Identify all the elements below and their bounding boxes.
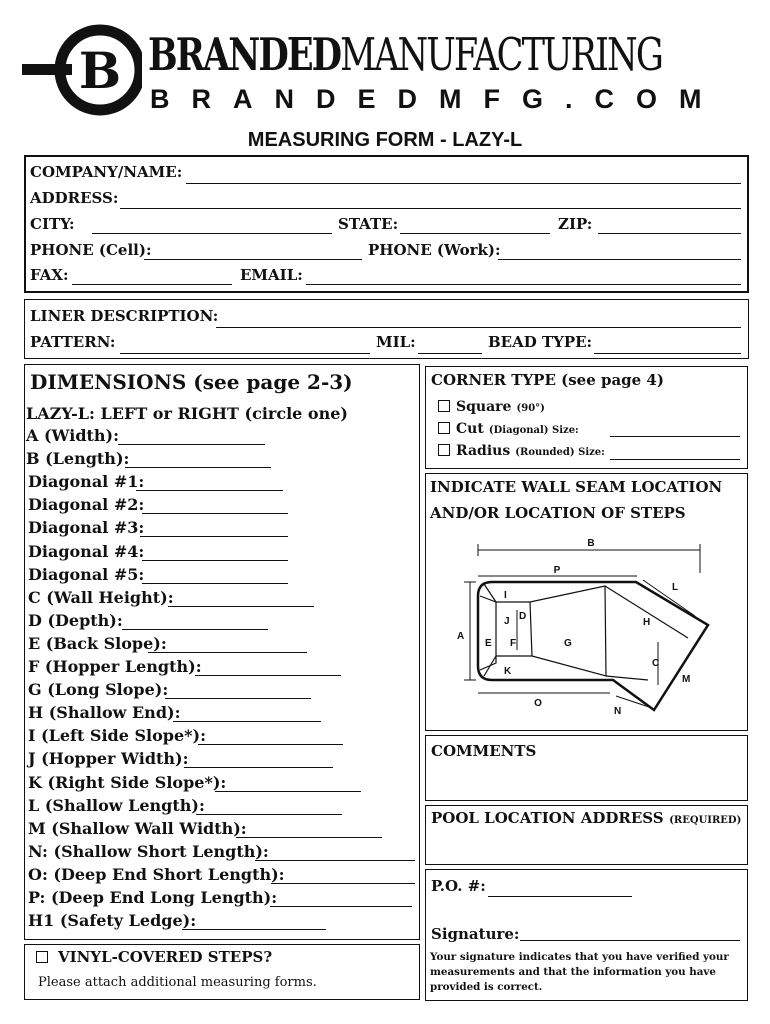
steps-note: Please attach additional measuring forms.	[38, 975, 317, 990]
dimension-input-line[interactable]	[118, 444, 265, 445]
dimension-input-line[interactable]	[236, 837, 382, 838]
diagram-label-l: L	[672, 582, 679, 593]
diagram-label-b: B	[587, 538, 595, 549]
cut-size-field[interactable]	[610, 436, 740, 437]
dimension-label: F (Hopper Length):	[28, 657, 202, 676]
dimension-label: D (Depth):	[28, 610, 123, 630]
dimension-input-line[interactable]	[168, 606, 314, 607]
comments-label: COMMENTS	[431, 742, 537, 760]
state-label: STATE:	[338, 215, 399, 233]
dimension-label: Diagonal #3:	[28, 518, 145, 538]
square-option[interactable]	[438, 397, 545, 418]
dimension-input-line[interactable]	[173, 721, 321, 722]
diagram-label-m: M	[682, 674, 691, 685]
mil-label: MIL:	[376, 333, 416, 351]
dimension-label: Diagonal #1:	[28, 472, 145, 492]
city-field[interactable]	[92, 233, 332, 234]
steps-label: VINYL-COVERED STEPS?	[58, 948, 273, 966]
pool-diagram	[440, 530, 740, 720]
dimension-label: G (Long Slope):	[28, 680, 169, 700]
po-label: P.O. #:	[431, 877, 486, 895]
diagram-label-g: G	[564, 638, 572, 649]
logo-mark	[22, 22, 142, 118]
wall-seam-line1: INDICATE WALL SEAM LOCATION	[430, 478, 723, 496]
diagram-label-o: O	[534, 698, 542, 709]
phone-work-label: PHONE (Work):	[368, 241, 501, 259]
dimension-input-line[interactable]	[148, 652, 307, 653]
pool-location-heading	[431, 808, 741, 831]
dimension-label: B (Length):	[26, 449, 130, 469]
dimension-input-line[interactable]	[142, 560, 288, 561]
bead-type-field[interactable]	[594, 353, 741, 354]
dimension-label: H (Shallow End):	[28, 703, 181, 723]
dimension-label: C (Wall Height):	[28, 587, 174, 607]
dimension-input-line[interactable]	[195, 675, 341, 676]
liner-description-label: LINER DESCRIPTION:	[30, 307, 219, 325]
pattern-label: PATTERN:	[30, 333, 116, 351]
zip-field[interactable]	[598, 233, 741, 234]
dimension-input-line[interactable]	[255, 860, 415, 861]
dimension-input-line[interactable]	[215, 791, 361, 792]
brand-name-bold: BRANDED	[148, 28, 341, 81]
brand-name-light: MANUFACTURING	[340, 28, 662, 81]
diagram-label-e: E	[485, 638, 492, 649]
state-field[interactable]	[400, 233, 550, 234]
pattern-field[interactable]	[120, 353, 370, 354]
radius-label: Radius	[456, 443, 511, 459]
dimension-input-line[interactable]	[270, 906, 412, 907]
dimension-input-line[interactable]	[182, 929, 326, 930]
steps-question	[36, 947, 272, 967]
diagram-label-n: N	[614, 706, 622, 717]
logo	[22, 22, 142, 118]
dimension-input-line[interactable]	[198, 744, 343, 745]
dimension-input-line[interactable]	[142, 583, 288, 584]
square-checkbox[interactable]	[438, 400, 450, 412]
dimension-input-line[interactable]	[165, 698, 311, 699]
diagram-label-a: A	[457, 631, 465, 642]
city-label: CITY:	[30, 215, 75, 233]
company-label: COMPANY/NAME:	[30, 163, 183, 181]
dimension-label: Diagonal #4:	[28, 541, 145, 561]
dimension-label: A (Width):	[26, 426, 120, 445]
cut-label: Cut	[456, 421, 484, 437]
corner-type-title: CORNER TYPE (see page 4)	[431, 371, 664, 389]
phone-cell-field[interactable]	[144, 259, 362, 260]
radius-size-field[interactable]	[610, 459, 740, 460]
signature-label: Signature:	[431, 925, 520, 943]
phone-cell-label: PHONE (Cell):	[30, 241, 152, 259]
diagram-label-i: I	[504, 590, 507, 601]
fax-field[interactable]	[72, 284, 232, 285]
radius-note: (Rounded) Size:	[515, 447, 605, 458]
logo-letter: B	[78, 41, 122, 100]
diagram-label-j: J	[504, 616, 510, 627]
shape-line: LAZY-L: LEFT or RIGHT (circle one)	[26, 404, 348, 423]
cut-note: (Diagonal) Size:	[488, 425, 579, 436]
dimension-label: N: (Shallow Short Length):	[28, 841, 269, 861]
dimension-input-line[interactable]	[122, 629, 268, 630]
dimension-input-line[interactable]	[136, 490, 283, 491]
radius-checkbox[interactable]	[438, 444, 450, 456]
address-field[interactable]	[120, 208, 741, 209]
signature-field[interactable]	[520, 940, 740, 941]
dimension-label: L (Shallow Length):	[28, 795, 205, 815]
dimension-input-line[interactable]	[125, 467, 271, 468]
dimension-input-line[interactable]	[196, 814, 342, 815]
email-field[interactable]	[306, 284, 741, 285]
dimension-label: H1 (Safety Ledge):	[28, 911, 197, 931]
wall-seam-line2: AND/OR LOCATION OF STEPS	[430, 504, 686, 522]
email-label: EMAIL:	[240, 266, 303, 284]
dimension-label: Diagonal #5:	[28, 564, 145, 584]
dimension-label: E (Back Slope):	[28, 633, 167, 653]
diagram-label-f: F	[510, 638, 517, 649]
brand-name	[148, 30, 662, 80]
po-field[interactable]	[488, 896, 632, 897]
steps-checkbox[interactable]	[36, 951, 48, 963]
square-label: Square	[456, 399, 512, 415]
square-note: (90°)	[516, 403, 545, 414]
dimension-label: I (Left Side Slope*):	[28, 726, 206, 746]
form-title: MEASURING FORM - LAZY-L	[247, 129, 523, 151]
diagram-label-h: H	[643, 617, 651, 628]
signature-note: Your signature indicates that you have verified your measurements and that the information you have provided is correct.	[430, 951, 729, 993]
bead-type-label: BEAD TYPE:	[488, 333, 593, 351]
diagram-label-c: C	[652, 658, 660, 669]
website: BRANDEDMFG.COM	[150, 84, 724, 114]
dimension-label: P: (Deep End Long Length):	[28, 888, 278, 907]
dimension-input-line[interactable]	[142, 513, 288, 514]
phone-work-field[interactable]	[498, 259, 741, 260]
dimension-label: M (Shallow Wall Width):	[28, 818, 247, 838]
pool-location-note: (REQUIRED)	[669, 815, 742, 826]
pool-location-label: POOL LOCATION ADDRESS	[431, 809, 664, 827]
dimension-label: O: (Deep End Short Length):	[28, 864, 285, 884]
dimension-label: J (Hopper Width):	[28, 749, 189, 769]
mil-field[interactable]	[418, 353, 482, 354]
dimensions-title: DIMENSIONS (see page 2-3)	[30, 370, 353, 394]
cut-option[interactable]	[438, 419, 579, 440]
dimension-label: K (Right Side Slope*):	[28, 772, 227, 792]
fax-label: FAX:	[30, 266, 69, 284]
diagram-label-p: P	[553, 565, 561, 576]
cut-checkbox[interactable]	[438, 422, 450, 434]
dimension-label: Diagonal #2:	[28, 495, 145, 515]
dimension-input-line[interactable]	[140, 536, 288, 537]
liner-description-field[interactable]	[216, 327, 741, 328]
dimension-input-line[interactable]	[184, 767, 333, 768]
zip-label: ZIP:	[558, 215, 593, 233]
diagram-label-d: D	[519, 611, 527, 622]
diagram-label-k: K	[504, 666, 512, 677]
address-label: ADDRESS:	[30, 189, 119, 207]
dimension-input-line[interactable]	[271, 883, 415, 884]
company-field[interactable]	[186, 183, 741, 184]
radius-option[interactable]	[438, 441, 605, 462]
